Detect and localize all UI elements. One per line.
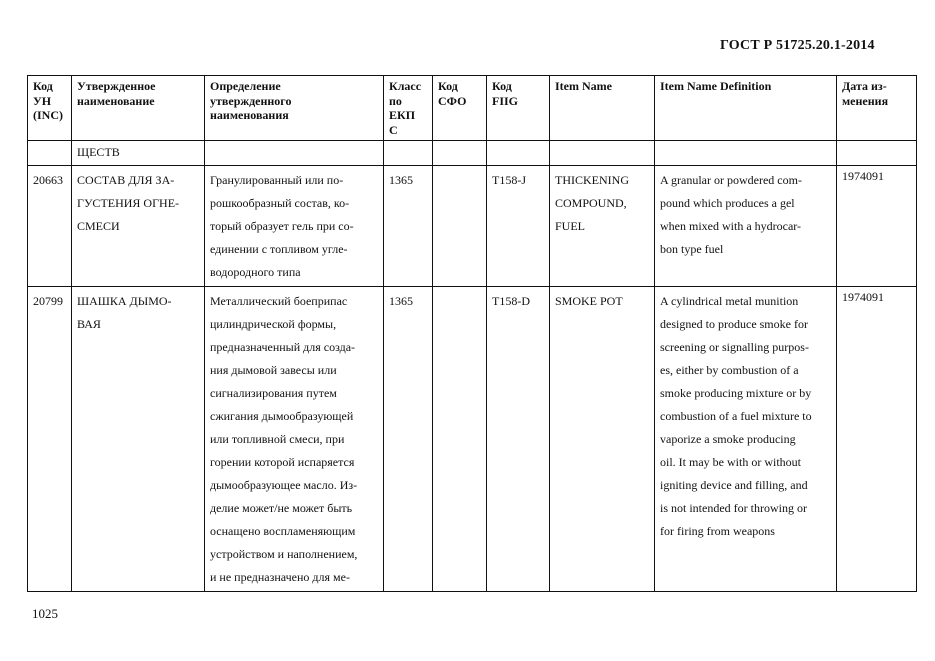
cell-approved-name: ШАШКА ДЫМО- ВАЯ — [72, 287, 205, 592]
col-header-inc: Код УН (INC) — [28, 76, 72, 141]
col-header-item-definition: Item Name Definition — [655, 76, 837, 141]
cell-change-date — [837, 141, 917, 166]
cell-inc: 20663 — [28, 166, 72, 287]
catalog-table — [27, 75, 917, 592]
table-row — [28, 166, 917, 287]
cell-item-name: THICKENING COMPOUND, FUEL — [550, 166, 655, 287]
cell-fiig-code — [487, 141, 550, 166]
table-row — [28, 141, 917, 166]
col-header-item-name: Item Name — [550, 76, 655, 141]
cell-approved-name: ЩЕСТВ — [72, 141, 205, 166]
cell-item-name: SMOKE POT — [550, 287, 655, 592]
cell-ekps-class: 1365 — [384, 166, 433, 287]
cell-inc — [28, 141, 72, 166]
cell-ekps-class: 1365 — [384, 287, 433, 592]
cell-ekps-class — [384, 141, 433, 166]
cell-item-definition: A granular or powdered com- pound which produces a gel when mixed with a hydrocar- bon type fuel — [655, 166, 837, 287]
cell-item-definition — [655, 141, 837, 166]
col-header-approved-name: Утвержденное наименование — [72, 76, 205, 141]
cell-fiig-code: T158-D — [487, 287, 550, 592]
cell-definition-ru — [205, 141, 384, 166]
document-standard-code: ГОСТ Р 51725.20.1-2014 — [720, 38, 875, 53]
cell-change-date: 1974091 — [837, 287, 917, 592]
col-header-fiig-code: Код FIIG — [487, 76, 550, 141]
cell-inc: 20799 — [28, 287, 72, 592]
cell-sfo-code — [433, 141, 487, 166]
cell-change-date: 1974091 — [837, 166, 917, 287]
table-header-row — [28, 76, 917, 141]
col-header-sfo-code: Код СФО — [433, 76, 487, 141]
cell-sfo-code — [433, 287, 487, 592]
cell-item-name — [550, 141, 655, 166]
cell-sfo-code — [433, 166, 487, 287]
table-row — [28, 287, 917, 592]
page-number: 1025 — [32, 606, 58, 621]
cell-fiig-code: T158-J — [487, 166, 550, 287]
cell-item-definition: A cylindrical metal munition designed to produce smoke for screening or signalling purpos- es, either by combustion of a smoke producing mixture or by combustion of a fuel mixture to vaporize a smoke producing oil. It may be with or without igniting device and filling, and is not intended for throwing or for firing from weapons — [655, 287, 837, 592]
col-header-change-date: Дата из- менения — [837, 76, 917, 141]
col-header-definition-ru: Определение утвержденного наименования — [205, 76, 384, 141]
cell-approved-name: СОСТАВ ДЛЯ ЗА- ГУСТЕНИЯ ОГНЕ- СМЕСИ — [72, 166, 205, 287]
col-header-ekps-class: Класс по ЕКП С — [384, 76, 433, 141]
cell-definition-ru: Гранулированный или по- рошкообразный состав, ко- торый образует гель при со- единении с топливом угле- водородного типа — [205, 166, 384, 287]
cell-definition-ru: Металлический боеприпас цилиндрической формы, предназначенный для созда- ния дымовой завесы или сигнализирования путем сжигания дымообразующей или топливной смеси, при горении которой испаряется дымообразующее масло. Из- делие может/не может быть оснащено воспламеняющим устройством и наполнением, и не предназначено для ме- — [205, 287, 384, 592]
